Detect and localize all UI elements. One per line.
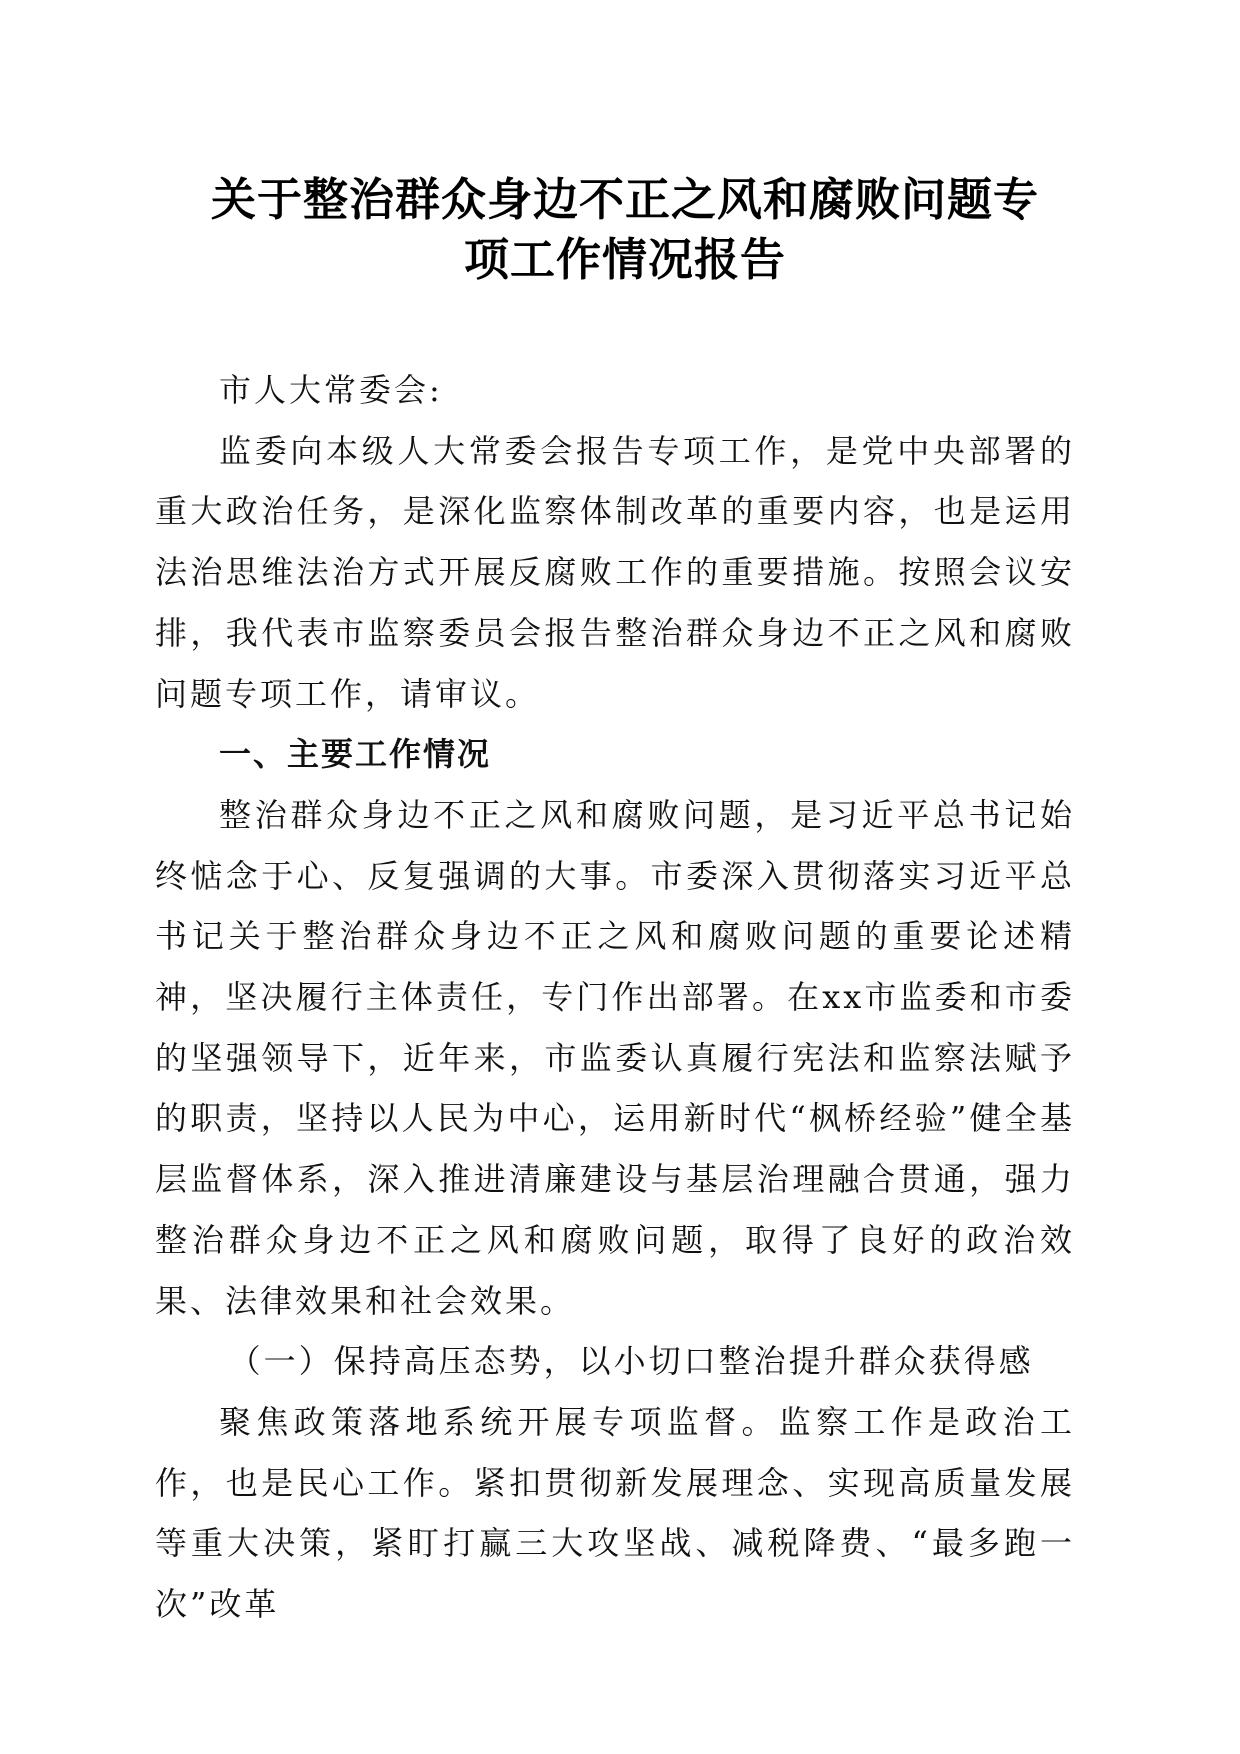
paragraph-main-work: 整治群众身边不正之风和腐败问题，是习近平总书记始终惦念于心、反复强调的大事。市委深入贯彻落实习近平总书记关于整治群众身边不正之风和腐败问题的重要论述精神，坚决履行主体责任，专门作出部署。在xx市监委和市委的坚强领导下，近年来，市监委认真履行宪法和监察法赋予的职责，坚持以人民为中心，运用新时代“枫桥经验”健全基层监督体系，深入推进清廉建设与基层治理融合贯通，强力整治群众身边不正之风和腐败问题，取得了良好的政治效果、法律效果和社会效果。	[155, 795, 1075, 1320]
title-line-2: 项工作情况报告	[463, 233, 786, 286]
section-heading: 一、主要工作情况	[219, 735, 492, 774]
title-line-1: 关于整治群众身边不正之风和腐败问题专	[210, 173, 1039, 226]
document-body	[155, 360, 1075, 1635]
salutation: 市人大常委会:	[219, 371, 443, 409]
subsection-heading: （一）保持高压态势，以小切口整治提升群众获得感	[228, 1342, 1034, 1381]
paragraph-policy-supervision: 聚焦政策落地系统开展专项监督。监察工作是政治工作，也是民心工作。紧扣贯彻新发展理念、实现高质量发展等重大决策，紧盯打赢三大攻坚战、减税降费、“最多跑一次”改革	[155, 1402, 1075, 1624]
document-title	[150, 170, 1100, 290]
paragraph-intro: 监委向本级人大常委会报告专项工作，是党中央部署的重大政治任务，是深化监察体制改革的重要内容，也是运用法治思维法治方式开展反腐败工作的重要措施。按照会议安排，我代表市监察委员会报告整治群众身边不正之风和腐败问题专项工作，请审议。	[155, 431, 1075, 713]
